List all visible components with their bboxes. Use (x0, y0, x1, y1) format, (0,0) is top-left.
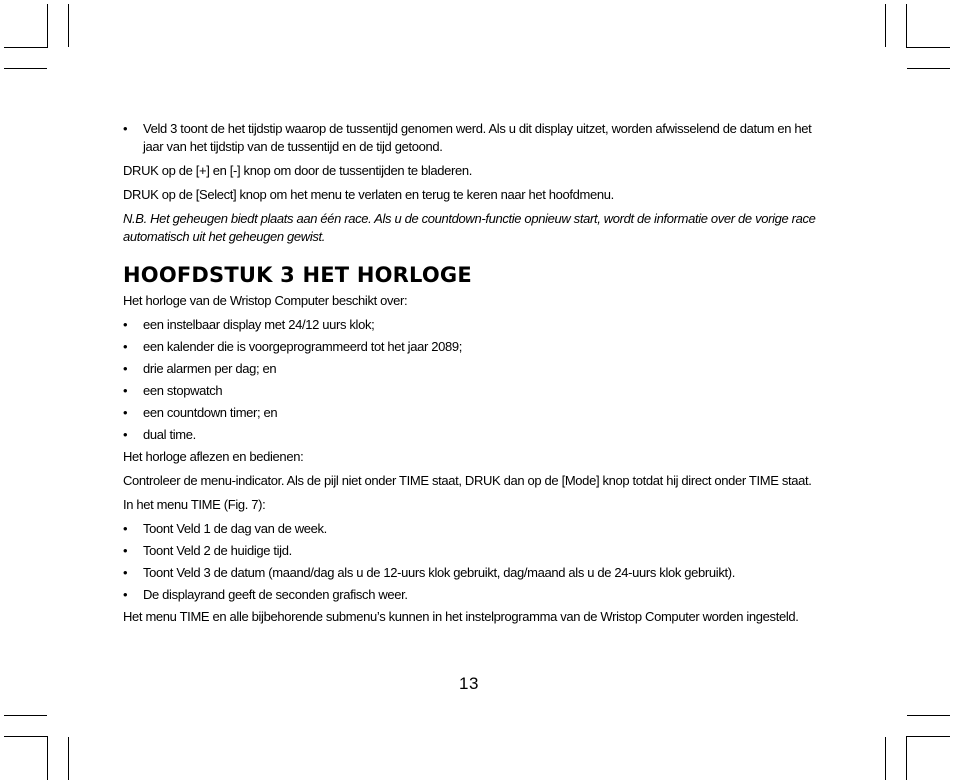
crop-mark (4, 68, 47, 69)
bullet-glyph: • (123, 383, 128, 398)
crop-mark (906, 736, 950, 737)
bullet-glyph: • (123, 521, 128, 536)
crop-mark (4, 47, 48, 48)
list-item-text: De displayrand geeft de seconden grafisch weer. (143, 587, 408, 602)
crop-mark (68, 737, 69, 780)
page-number: 13 (459, 674, 479, 693)
list-item (123, 564, 823, 582)
crop-mark (907, 715, 950, 716)
section-subtitle: In het menu TIME (Fig. 7): (123, 497, 266, 512)
list-item (123, 542, 823, 560)
crop-mark (907, 68, 950, 69)
bullet-glyph: • (123, 317, 128, 332)
list-item (123, 360, 823, 378)
list-item (123, 120, 823, 156)
crop-mark (47, 737, 48, 780)
bullet-glyph: • (123, 587, 128, 602)
list-item (123, 520, 823, 538)
intro-bullet-list (123, 120, 823, 156)
feature-list (123, 316, 823, 444)
list-item-text: een stopwatch (143, 383, 223, 398)
list-item (123, 316, 823, 334)
list-item-text: Veld 3 toont de het tijdstip waarop de tussentijd genomen werd. Als u dit display uitzet, worden afwisselend de datum en het jaar van het tijdstip van de tussentijd en de tijd getoond. (143, 121, 812, 154)
list-item-text: Toont Veld 1 de dag van de week. (143, 521, 327, 536)
bullet-glyph: • (123, 121, 128, 136)
crop-mark (885, 4, 886, 47)
list-item-text: een kalender die is voorgeprogrammeerd tot het jaar 2089; (143, 339, 462, 354)
note-paragraph: N.B. Het geheugen biedt plaats aan één race. Als u de countdown-functie opnieuw start, wordt de informatie over de vorige race automatisch uit het geheugen gewist. (123, 211, 816, 244)
instruction-paragraph: DRUK op de [Select] knop om het menu te verlaten en terug te keren naar het hoofdmenu. (123, 187, 614, 202)
list-item (123, 382, 823, 400)
list-item-text: een countdown timer; en (143, 405, 278, 420)
crop-mark (4, 736, 48, 737)
crop-mark (906, 47, 950, 48)
bullet-glyph: • (123, 427, 128, 442)
bullet-glyph: • (123, 565, 128, 580)
crop-mark (4, 715, 47, 716)
bullet-glyph: • (123, 405, 128, 420)
bullet-glyph: • (123, 339, 128, 354)
crop-mark (906, 4, 907, 47)
instruction-paragraph: Controleer de menu-indicator. Als de pijl niet onder TIME staat, DRUK dan op de [Mode] knop totdat hij direct onder TIME staat. (123, 473, 812, 488)
list-item (123, 586, 823, 604)
chapter-lead: Het horloge van de Wristop Computer beschikt over: (123, 293, 408, 308)
list-item-text: Toont Veld 2 de huidige tijd. (143, 543, 292, 558)
bullet-glyph: • (123, 361, 128, 376)
list-item (123, 338, 823, 356)
list-item-text: drie alarmen per dag; en (143, 361, 277, 376)
page-content (123, 120, 823, 632)
crop-mark (906, 737, 907, 780)
list-item-text: een instelbaar display met 24/12 uurs klok; (143, 317, 375, 332)
crop-mark (47, 4, 48, 47)
list-item-text: dual time. (143, 427, 196, 442)
list-item (123, 426, 823, 444)
list-item (123, 404, 823, 422)
instruction-paragraph: DRUK op de [+] en [-] knop om door de tussentijden te bladeren. (123, 163, 473, 178)
closing-paragraph: Het menu TIME en alle bijbehorende submenu’s kunnen in het instelprogramma van de Wristop Computer worden ingesteld. (123, 609, 799, 624)
section-subtitle: Het horloge aflezen en bedienen: (123, 449, 304, 464)
crop-mark (885, 737, 886, 780)
list-item-text: Toont Veld 3 de datum (maand/dag als u de 12-uurs klok gebruikt, dag/maand als u de 24-uurs klok gebruikt). (143, 565, 735, 580)
chapter-heading: HOOFDSTUK 3 HET HORLOGE (123, 263, 472, 287)
time-menu-list (123, 520, 823, 604)
crop-mark (68, 4, 69, 47)
bullet-glyph: • (123, 543, 128, 558)
